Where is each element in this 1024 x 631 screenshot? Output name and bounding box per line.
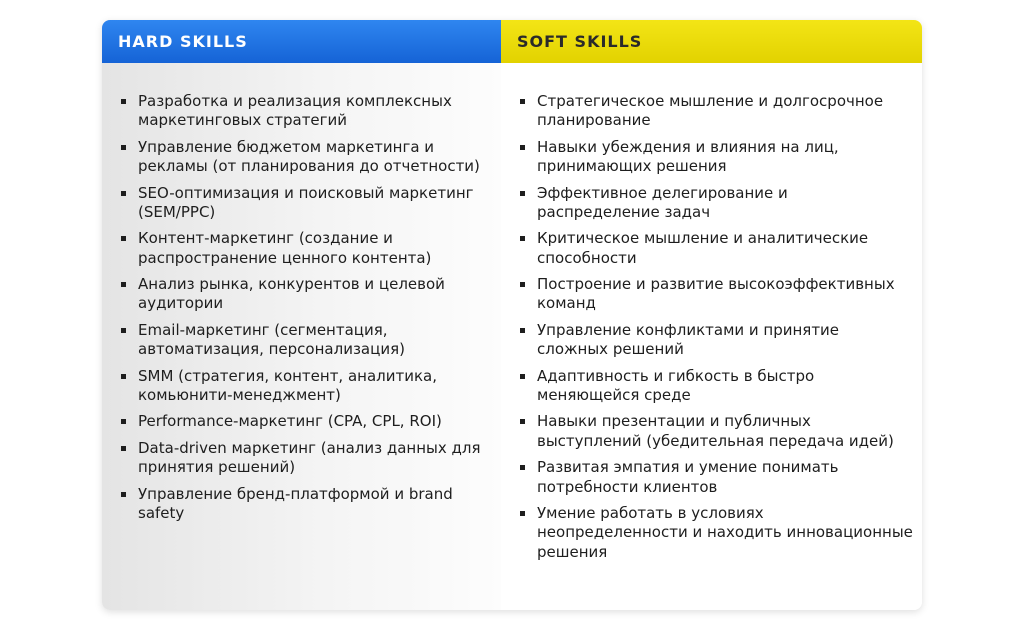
list-item: Умение работать в условиях неопределенности и находить инновационные решения [520,504,914,562]
list-item: Data-driven маркетинг (анализ данных для принятия решений) [121,439,493,478]
list-item: Адаптивность и гибкость в быстро меняющейся среде [520,367,914,406]
bullet-icon [121,419,126,424]
list-item: Анализ рынка, конкурентов и целевой аудитории [121,275,493,314]
bullet-icon [121,145,126,150]
skills-card [102,20,922,610]
soft-skills-header: SOFT SKILLS [501,20,922,63]
list-item: Критическое мышление и аналитические способности [520,229,914,268]
list-item: Управление бюджетом маркетинга и рекламы (от планирования до отчетности) [121,138,493,177]
list-item: Навыки убеждения и влияния на лиц, принимающих решения [520,138,914,177]
bullet-icon [121,492,126,497]
bullet-icon [520,419,525,424]
bullet-icon [520,191,525,196]
list-item: Управление бренд-платформой и brand safety [121,485,493,524]
bullet-icon [520,511,525,516]
bullet-icon [121,328,126,333]
list-item: Управление конфликтами и принятие сложных решений [520,321,914,360]
list-item: SEO-оптимизация и поисковый маркетинг (SEM/PPC) [121,184,493,223]
bullet-icon [121,236,126,241]
list-item: Навыки презентации и публичных выступлений (убедительная передача идей) [520,412,914,451]
list-item: Performance-маркетинг (CPA, CPL, ROI) [121,412,493,431]
bullet-icon [520,282,525,287]
list-item: Стратегическое мышление и долгосрочное планирование [520,92,914,131]
bullet-icon [520,145,525,150]
bullet-icon [121,99,126,104]
bullet-icon [520,374,525,379]
bullet-icon [520,99,525,104]
bullet-icon [121,191,126,196]
hard-skills-header: HARD SKILLS [102,20,501,63]
list-item: Разработка и реализация комплексных маркетинговых стратегий [121,92,493,131]
bullet-icon [121,282,126,287]
hard-skills-column [102,20,501,610]
bullet-icon [121,374,126,379]
bullet-icon [520,236,525,241]
soft-skills-column [501,20,922,610]
bullet-icon [121,446,126,451]
list-item: Контент-маркетинг (создание и распространение ценного контента) [121,229,493,268]
list-item: Эффективное делегирование и распределение задач [520,184,914,223]
list-item: Построение и развитие высокоэффективных команд [520,275,914,314]
list-item: SMM (стратегия, контент, аналитика, комьюнити-менеджмент) [121,367,493,406]
soft-skills-list [501,63,922,562]
list-item: Email-маркетинг (сегментация, автоматизация, персонализация) [121,321,493,360]
bullet-icon [520,328,525,333]
list-item: Развитая эмпатия и умение понимать потребности клиентов [520,458,914,497]
hard-skills-list [102,63,501,523]
bullet-icon [520,465,525,470]
